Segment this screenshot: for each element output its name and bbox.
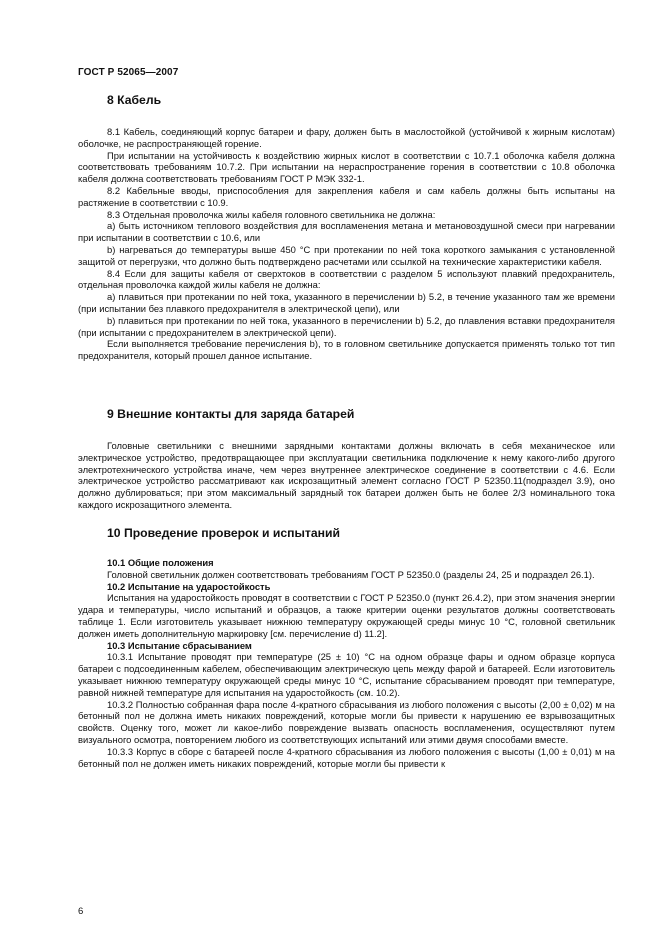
document-page bbox=[78, 0, 615, 936]
page-number: 6 bbox=[78, 906, 84, 917]
section-8-body bbox=[78, 126, 615, 362]
paragraph: Головные светильники с внешними зарядными контактами должны включать в себя механическое или электрическое устройство, предотвращающее при эксплуатации светильника подключение к нему какого-либо другого электротехнического устройства иначе, чем через внутреннее электрическое соединение в соответствии с 4.6. Если электрическое устройство рассматривают как искрозащитный элемент согласно ГОСТ Р 52350.11(подраздел 3.9), оно должно дублироваться; при этом максимальный зарядный ток батареи должен быть не более 2/3 номинального тока каждого искрозащитного элемента. bbox=[78, 440, 615, 510]
section-8-title: 8 Кабель bbox=[107, 93, 162, 107]
document-header: ГОСТ Р 52065—2007 bbox=[78, 67, 179, 78]
list-item: a) быть источником теплового воздействия для воспламенения метана и метановоздушной смеси при нагревании при испытании в соответствии с 10.6, или bbox=[78, 220, 615, 244]
paragraph: 10.3.1 Испытание проводят при температуре (25 ± 10) °С на одном образце фары и одном образце корпуса батареи с подсоединенным кабелем, обеспечивающим электрическую цепь между фарой и батареей. Если изготовитель указывает нижнюю температуру окружающей среды минус 10 °С, испытание сбрасыванием проводят при температуре, равной нижней температуре для испытания на ударостойкость (см. 10.2). bbox=[78, 651, 615, 698]
subsection-10-2-title: 10.2 Испытание на ударостойкость bbox=[107, 580, 271, 592]
list-item: a) плавиться при протекании по ней тока, указанного в перечислении b) 5.2, в течение указанного там же времени (при испытании без плавкого предохранителя в электрической цепи), или bbox=[78, 291, 615, 314]
subsection-10-3-title: 10.3 Испытание сбрасыванием bbox=[107, 639, 252, 651]
paragraph: 10.3.3 Корпус в сборе с батареей после 4-кратного сбрасывания из любого положения с высоты (1,00 ± 0,01) м на бетонный пол не должен иметь никаких повреждений, которые могли бы привести к bbox=[78, 745, 615, 769]
list-item: b) плавиться при протекании по ней тока, указанного в перечислении b) 5.2, до плавления вставки предохранителя (при испытании с предохранителем в электрической цепи). bbox=[78, 314, 615, 338]
paragraph: Если выполняется требование перечисления b), то в головном светильнике допускается применять только тот тип предохранителя, который прошел данное испытание. bbox=[78, 338, 615, 362]
paragraph: При испытании на устойчивость к воздействию жирных кислот в соответствии с 10.7.1 оболочка кабеля должна соответствовать требованиям 10.7.2. При испытании на нераспространение горения в соответствии с 10.8 оболочка кабеля должна соответствовать требованиям ГОСТ Р МЭК 332-1. bbox=[78, 149, 615, 185]
paragraph: Испытания на ударостойкость проводят в соответствии с ГОСТ Р 52350.0 (пункт 26.4.2), при этом значения энергии удара и температуры, число испытаний и образцов, а также критерии оценки результатов должны соответствовать таблице 1. Если изготовитель указывает нижнюю температуру окружающей среды минус 10 °С, головной светильник должен иметь дополнительную маркировку [см. перечисление d) 11.2]. bbox=[78, 592, 615, 639]
paragraph: Головной светильник должен соответствовать требованиям ГОСТ Р 52350.0 (разделы 24, 25 и подраздел 26.1). bbox=[107, 568, 595, 580]
paragraph: 8.2 Кабельные вводы, приспособления для закрепления кабеля и сам кабель должны быть испытаны на растяжение в соответствии с 10.9. bbox=[78, 184, 615, 208]
paragraph: 10.3.2 Полностью собранная фара после 4-кратного сбрасывания из любого положения с высоты (2,00 ± 0,02) м на бетонный пол не должна иметь никаких повреждений, которые могли бы привести к нарушению ее взрывозащитных свойств. Оценку того, может ли какое-либо повреждение вызвать опасность воспламенения, осуществляют путем визуального осмотра, повторением любого из соответствующих испытаний или этими двумя способами вместе. bbox=[78, 698, 615, 745]
section-10-title: 10 Проведение проверок и испытаний bbox=[107, 526, 340, 540]
section-9-body bbox=[78, 440, 615, 511]
list-item: b) нагреваться до температуры выше 450 °С при протекании по ней тока короткого замыкания с установленной защитой от перегрузки, что должно быть подтверждено расчетами или ссылкой на технические характеристики кабеля. bbox=[78, 243, 615, 267]
section-10-body bbox=[78, 557, 615, 769]
paragraph: 8.4 Если для защиты кабеля от сверхтоков в соответствии с разделом 5 используют плавкий предохранитель, отдельная проволочка каждой жилы кабеля не должна: bbox=[78, 267, 615, 291]
paragraph: 8.1 Кабель, соединяющий корпус батареи и фару, должен быть в маслостойкой (устойчивой к жирным кислотам) оболочке, не распространяющей горение. bbox=[78, 126, 615, 149]
paragraph: 8.3 Отдельная проволочка жилы кабеля головного светильника не должна: bbox=[107, 208, 436, 220]
subsection-10-1-title: 10.1 Общие положения bbox=[107, 557, 214, 568]
section-9-title: 9 Внешние контакты для заряда батарей bbox=[107, 407, 355, 421]
